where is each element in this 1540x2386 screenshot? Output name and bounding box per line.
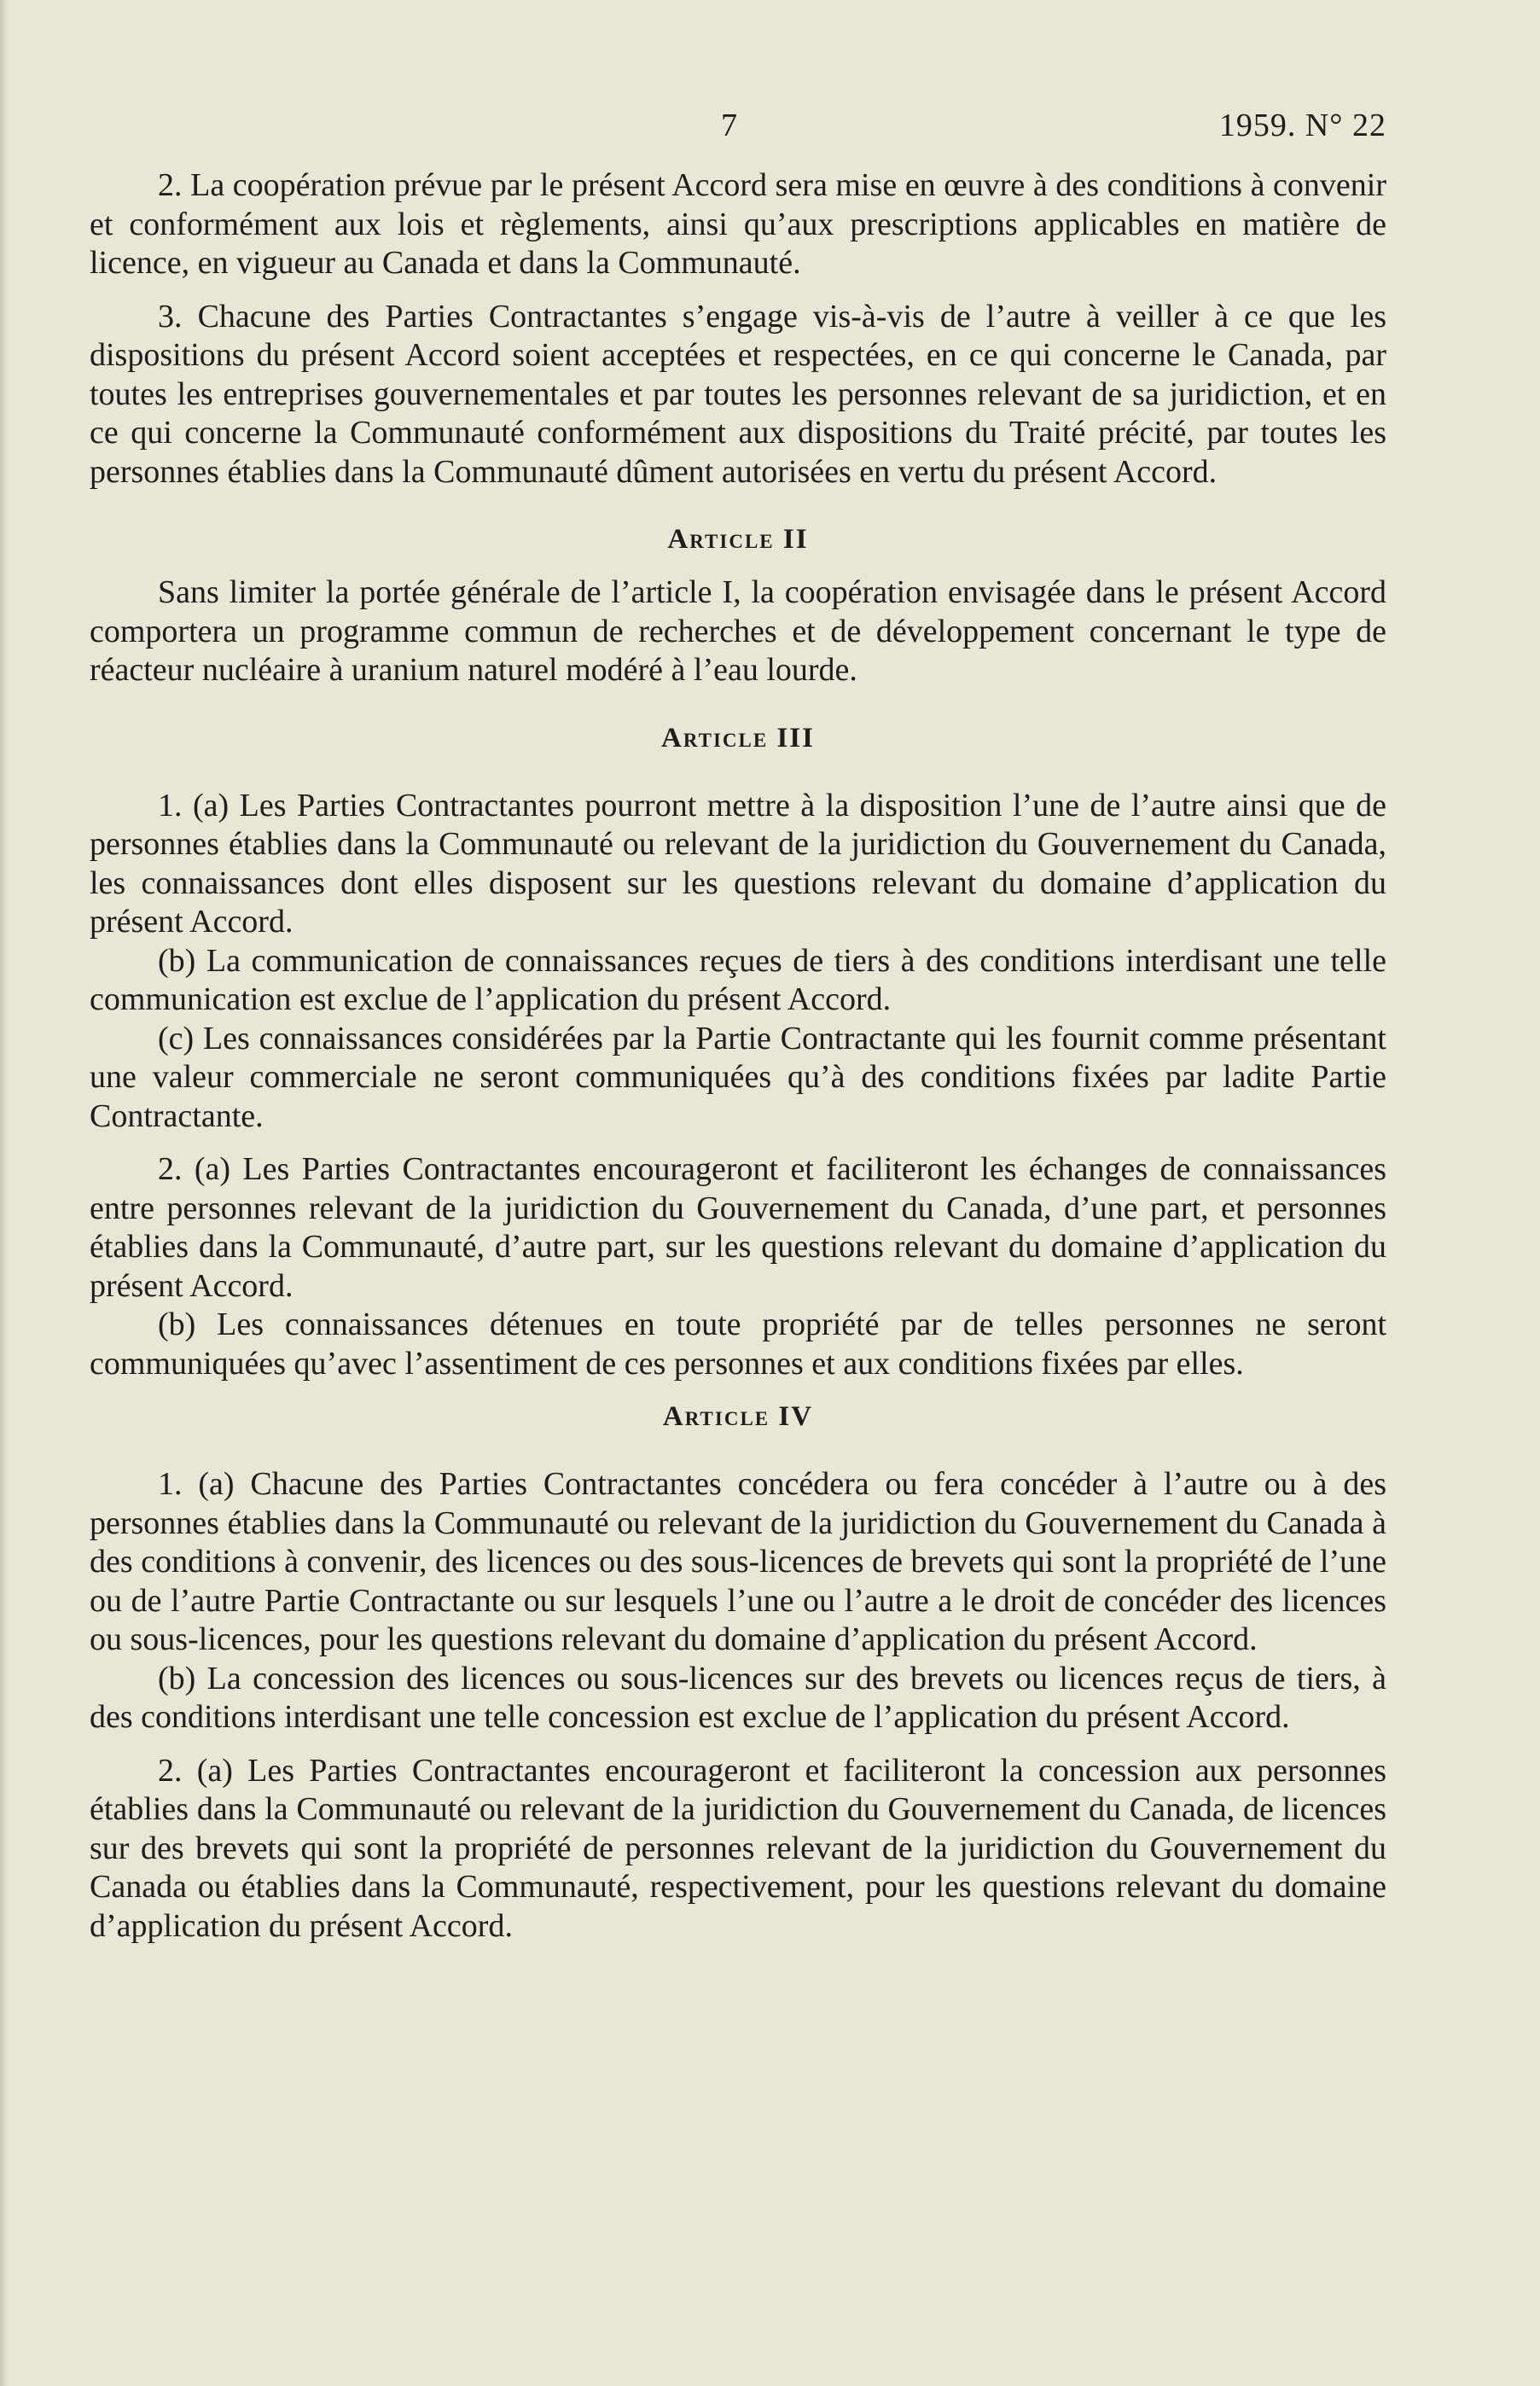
paragraph-article-i-3: 3. Chacune des Parties Contractantes s’engage vis-à-vis de l’autre à veiller à ce que les dispositions du présent Accord soient acceptées et respectées, en ce qui concerne le Canada, par toutes les entreprises gouvernementales et par toutes les personnes relevant de sa juridiction, et en ce qui concerne la Communauté conformément aux dispositions du Traité précité, par toutes les personnes établies dans la Communauté dûment autorisées en vertu du présent Accord. bbox=[90, 298, 1386, 490]
paragraph-article-iii-2b: (b) Les connaissances détenues en toute propriété par de telles personnes ne seront communiquées qu’avec l’assentiment de ces personnes et aux conditions fixées par elles. bbox=[90, 1306, 1386, 1382]
page-edge-shadow bbox=[0, 0, 9, 2386]
page-header bbox=[90, 107, 1386, 166]
article-heading-iii: Article III bbox=[661, 722, 815, 754]
paragraph-article-iv-1a: 1. (a) Chacune des Parties Contractantes concédera ou fera concéder à l’autre ou à des personnes établies dans la Communauté ou relevant de la juridiction du Gouvernement du Canada à des conditions à convenir, des licences ou des sous-licences de brevets qui sont la propriété de l’une ou de l’autre Partie Contractante ou sur lesquels l’une ou l’autre a le droit de concéder des licences ou sous-licences, pour les questions relevant du domaine d’application du présent Accord. bbox=[90, 1466, 1386, 1657]
paragraph-article-iii-1b: (b) La communication de connaissances reçues de tiers à des conditions interdisant une telle communication est exclue de l’application du présent Accord. bbox=[90, 942, 1386, 1017]
paragraph-article-iii-2a: 2. (a) Les Parties Contractantes encourageront et faciliteront les échanges de connaissances entre personnes relevant de la juridiction du Gouvernement du Canada, d’une part, et personnes établies dans la Communauté, d’autre part, sur les questions relevant du domaine d’application du présent Accord. bbox=[90, 1151, 1386, 1304]
document-reference: 1959. N° 22 bbox=[1218, 108, 1386, 143]
paragraph-article-iv-2a: 2. (a) Les Parties Contractantes encourageront et faciliteront la concession aux personnes établies dans la Communauté ou relevant de la juridiction du Gouvernement du Canada, de licences sur des brevets qui sont la propriété de personnes relevant de la juridiction du Gouvernement du Canada ou établies dans la Communauté, respectivement, pour les questions relevant du domaine d’application du présent Accord. bbox=[90, 1752, 1386, 1944]
paragraph-article-iii-1a: 1. (a) Les Parties Contractantes pourront mettre à la disposition l’une de l’autre ainsi que de personnes établies dans la Communauté ou relevant de la juridiction du Gouvernement du Canada, les connaissances dont elles disposent sur les questions relevant du domaine d’application du présent Accord. bbox=[90, 787, 1386, 940]
document-page bbox=[90, 107, 1386, 1946]
article-heading-iv: Article IV bbox=[662, 1401, 814, 1432]
paragraph-article-i-2: 2. La coopération prévue par le présent Accord sera mise en œuvre à des conditions à convenir et conformément aux lois et règlements, ainsi qu’aux prescriptions applicables en matière de licence, en vigueur au Canada et dans la Communauté. bbox=[90, 167, 1386, 281]
article-heading-ii: Article II bbox=[667, 524, 809, 555]
page-number: 7 bbox=[721, 108, 738, 143]
paragraph-article-ii: Sans limiter la portée générale de l’article I, la coopération envisagée dans le présent Accord comportera un programme commun de recherches et de développement concernant le type de réacteur nucléaire à uranium naturel modéré à l’eau lourde. bbox=[90, 574, 1386, 688]
paragraph-article-iii-1c: (c) Les connaissances considérées par la Partie Contractante qui les fournit comme présentant une valeur commerciale ne seront communiquées qu’à des conditions fixées par ladite Partie Contractante. bbox=[90, 1020, 1386, 1134]
paragraph-article-iv-1b: (b) La concession des licences ou sous-licences sur des brevets ou licences reçus de tiers, à des conditions interdisant une telle concession est exclue de l’application du présent Accord. bbox=[90, 1660, 1386, 1735]
